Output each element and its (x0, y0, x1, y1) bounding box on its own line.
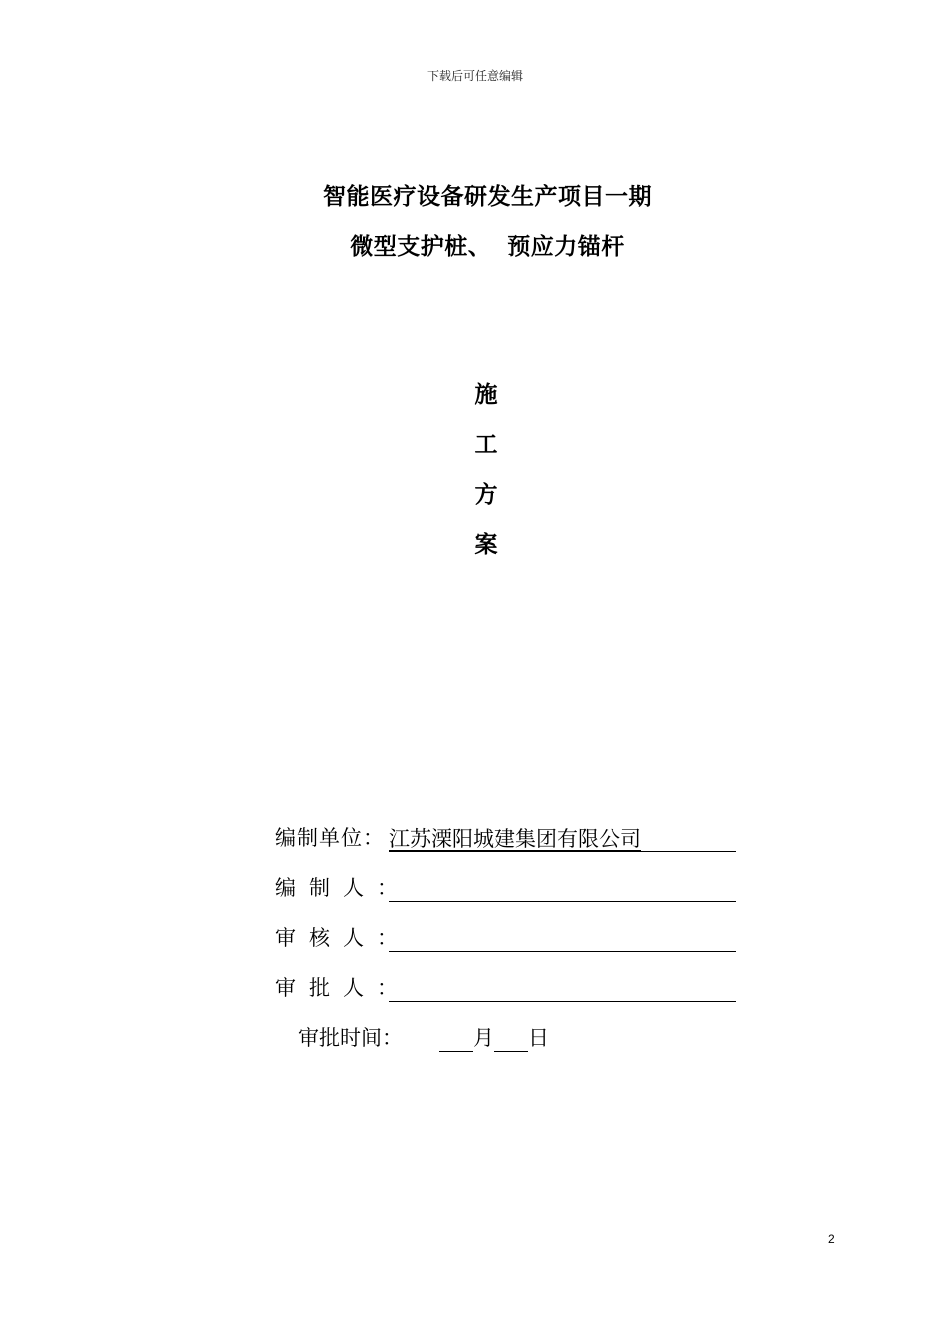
reviewer-label: 审核人： (275, 926, 411, 950)
page-number: 2 (828, 1232, 835, 1246)
month-char: 月 (473, 1026, 494, 1050)
approval-date-label: 审批时间： (298, 1026, 403, 1050)
compiling-unit-value: 江苏溧阳城建集团有限公司 (389, 827, 641, 851)
vertical-title-char-3: 方 (474, 482, 498, 508)
compiling-unit-label: 编制单位： (275, 826, 385, 850)
vertical-title-char-4: 案 (474, 532, 498, 558)
preparer-field (389, 873, 736, 902)
project-title: 智能医疗设备研发生产项目一期 (323, 184, 652, 210)
vertical-title-char-2: 工 (474, 432, 498, 458)
reviewer-row (275, 922, 740, 952)
reviewer-field (389, 923, 736, 952)
approver-field (389, 973, 736, 1002)
day-blank (494, 1029, 528, 1052)
vertical-title-char-1: 施 (474, 382, 498, 408)
subtitle-part-2: 预应力锚杆 (507, 234, 625, 260)
subtitle-part-1: 微型支护桩、 (350, 234, 492, 260)
header-note: 下载后可任意编辑 (426, 69, 523, 83)
month-blank (439, 1029, 473, 1052)
compiling-unit-field (389, 823, 736, 852)
approval-date-row (298, 1022, 549, 1052)
approver-label: 审批人： (275, 976, 411, 1000)
day-char: 日 (528, 1026, 549, 1050)
approver-row (275, 972, 740, 1002)
compiling-unit-row (275, 822, 740, 852)
preparer-row (275, 872, 740, 902)
preparer-label: 编制人： (275, 876, 411, 900)
project-subtitle (0, 228, 950, 261)
